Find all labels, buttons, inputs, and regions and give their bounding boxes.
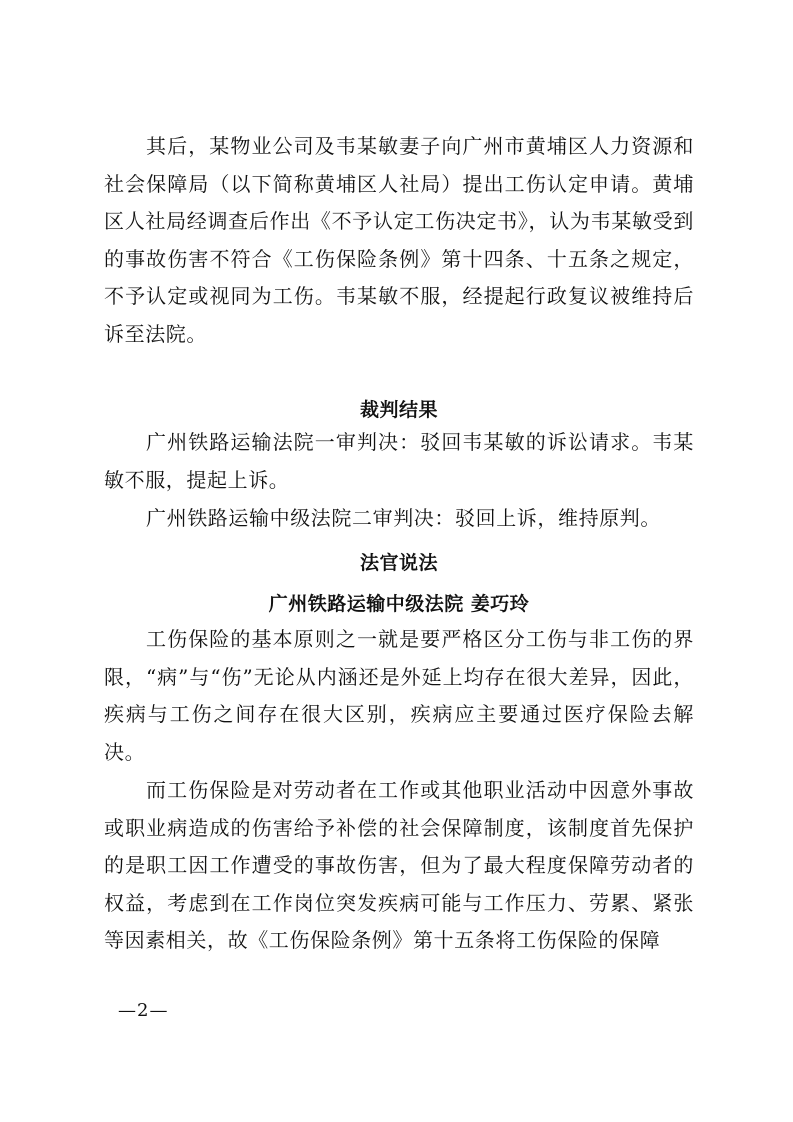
heading-verdict: 裁判结果 <box>359 399 438 421</box>
paragraph-principle: 工伤保险的基本原则之一就是要严格区分工伤与非工伤的界限，“病”与“伤”无论从内涵还是外延上均存在很大差异，因此，疾病与工伤之间存在很大区别，疾病应主要通过医疗保险去解决。 <box>104 627 694 764</box>
heading-author: 广州铁路运输中级法院 姜巧玲 <box>268 593 530 615</box>
page-number: —2— <box>118 1000 169 1021</box>
paragraph-background: 其后，某物业公司及韦某敏妻子向广州市黄埔区人力资源和社会保障局（以下简称黄埔区人社局）提出工伤认定申请。黄埔区人社局经调查后作出《不予认定工伤决定书》，认为韦某敏受到的事故伤害不符合《工伤保险条例》第十四条、十五条之规定，不予认定或视同为工伤。韦某敏不服，经提起行政复议被维持后诉至法院。 <box>104 134 694 346</box>
heading-judge-says: 法官说法 <box>359 552 438 574</box>
paragraph-second-instance: 广州铁路运输中级法院二审判决：驳回上诉，维持原判。 <box>146 506 661 530</box>
paragraph-first-instance: 广州铁路运输法院一审判决：驳回韦某敏的诉讼请求。韦某敏不服，提起上诉。 <box>104 430 694 492</box>
paragraph-insurance: 而工伤保险是对劳动者在工作或其他职业活动中因意外事故或职业病造成的伤害给予补偿的社会保障制度，该制度首先保护的是职工因工作遭受的事故伤害，但为了最大程度保障劳动者的权益，考虑到在工作岗位突发疾病可能与工作压力、劳累、紧张等因素相关，故《工伤保险条例》第十五条将工伤保险的保障 <box>104 778 694 952</box>
